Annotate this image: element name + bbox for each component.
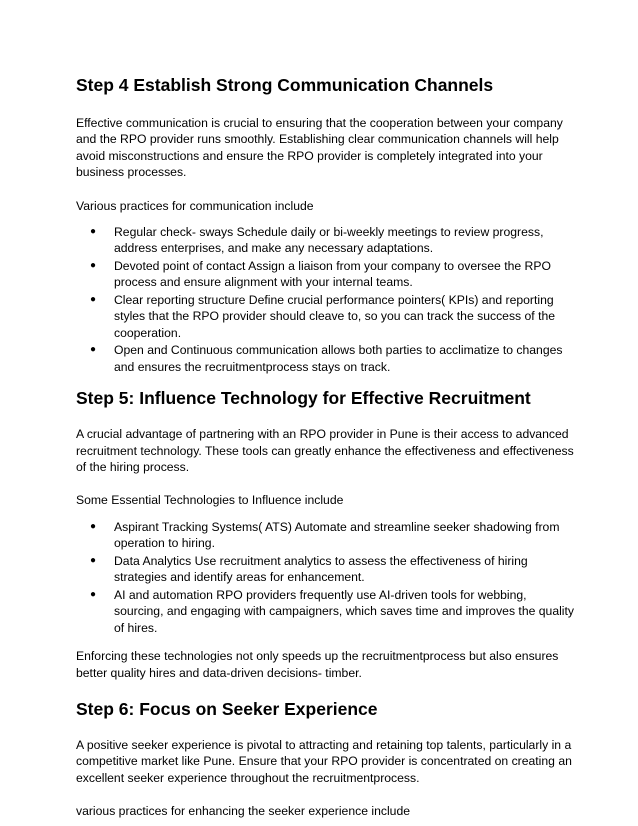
bullet-icon: ●	[90, 520, 97, 532]
list-item	[76, 224, 578, 257]
list-item	[76, 519, 578, 552]
step6-heading: Step 6: Focus on Seeker Experience	[76, 698, 378, 719]
list-item-text: Data Analytics Use recruitment analytics to assess the effectiveness of hiring strategies and identify areas for enhancement.	[114, 553, 528, 585]
step5-closing-paragraph: Enforcing these technologies not only speeds up the recruitmentprocess but also ensures better quality hires and data-driven decisions- timber.	[76, 649, 559, 680]
step6-practices-lead: various practices for enhancing the seeker experience include	[76, 804, 410, 819]
bullet-icon: ●	[90, 554, 97, 566]
step5-intro-paragraph: A crucial advantage of partnering with an RPO provider in Pune is their access to advanced recruitment technology. These tools can greatly enhance the effectiveness and effectiveness of the hiring process.	[76, 427, 574, 475]
list-item-text: Regular check- sways Schedule daily or bi-weekly meetings to review progress, address enterprises, and make any necessary adaptations.	[114, 225, 544, 256]
list-item	[76, 342, 578, 375]
list-item-text: Open and Continuous communication allows both parties to acclimatize to changes and ensures the recruitmentprocess stays on track.	[114, 343, 563, 374]
step5-heading: Step 5: Influence Technology for Effective Recruitment	[76, 388, 531, 409]
step6-intro-paragraph: A positive seeker experience is pivotal to attracting and retaining top talents, particularly in a competitive market like Pune. Ensure that your RPO provider is concentrated on creating an excellent seeker experience throughout the recruitmentprocess.	[76, 737, 572, 785]
step6-section	[76, 698, 578, 820]
step4-practices-lead: Various practices for communication include	[76, 198, 314, 213]
step4-bullet-list	[76, 224, 578, 375]
list-item-text: Devoted point of contact Assign a liaison from your company to oversee the RPO process and ensure alignment with your internal teams.	[114, 259, 551, 290]
list-item	[76, 292, 578, 341]
bullet-icon: ●	[90, 226, 97, 238]
list-item-text: Aspirant Tracking Systems( ATS) Automate and streamline seeker shadowing from operation to hiring.	[114, 519, 560, 551]
list-item	[76, 258, 578, 291]
bullet-icon: ●	[90, 260, 97, 272]
list-item-text: AI and automation RPO providers frequently use AI-driven tools for webbing, sourcing, and engaging with campaigners, which saves time and improves the quality of hires.	[114, 587, 574, 635]
step5-technologies-lead: Some Essential Technologies to Influence include	[76, 493, 344, 508]
list-item-text: Clear reporting structure Define crucial performance pointers( KPIs) and reporting styles that the RPO provider should cleave to, so you can track the success of the cooperation.	[114, 293, 556, 340]
step5-section	[76, 387, 578, 681]
step4-heading: Step 4 Establish Strong Communication Channels	[76, 75, 494, 95]
list-item	[76, 587, 578, 636]
list-item	[76, 553, 578, 586]
bullet-icon: ●	[90, 344, 97, 356]
bullet-icon: ●	[90, 294, 97, 306]
step5-bullet-list	[76, 519, 578, 636]
step4-section	[76, 74, 578, 375]
bullet-icon: ●	[90, 588, 97, 600]
step4-intro-paragraph: Effective communication is crucial to ensuring that the cooperation between your company and the RPO provider runs smoothly. Establishing clear communication channels will help avoid misconstructions and ensure the RPO provider is completely integrated into your business processes.	[76, 116, 563, 180]
